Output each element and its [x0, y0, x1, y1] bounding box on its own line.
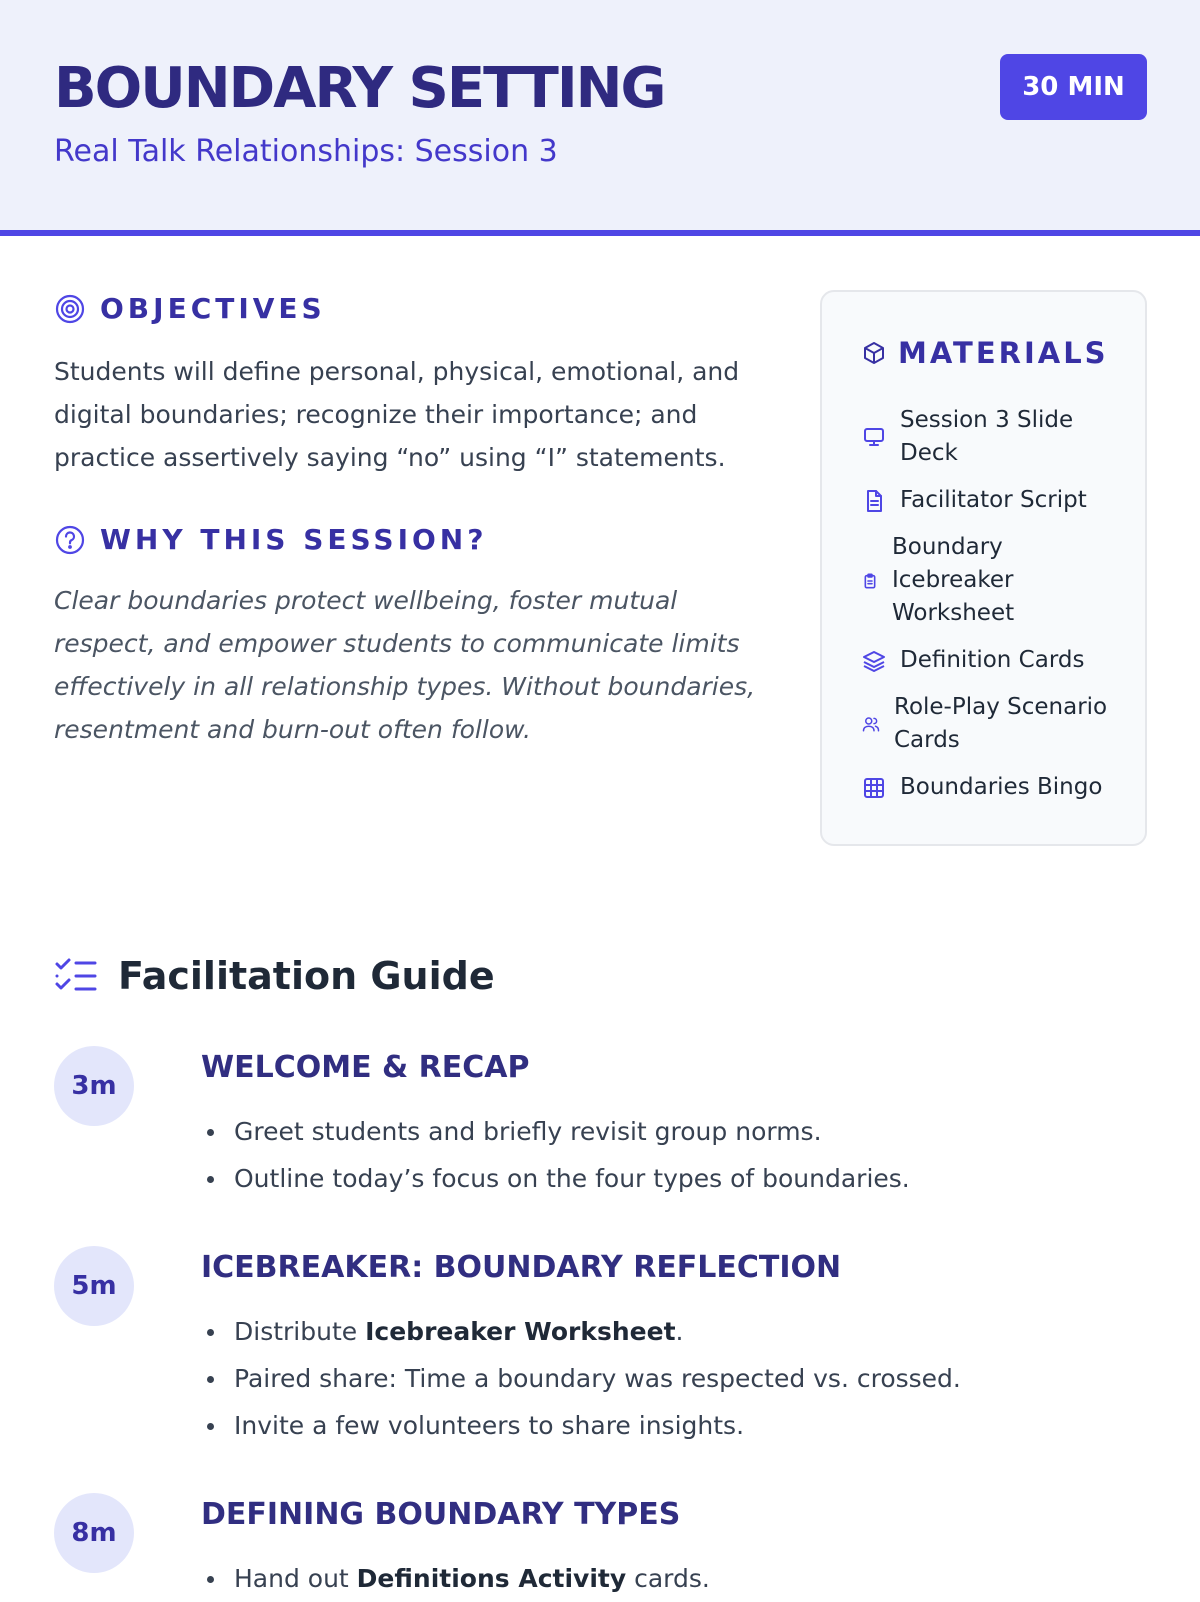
material-item	[862, 531, 1122, 630]
step-bullet: Hand out Definitions Activity cards.	[201, 1555, 710, 1602]
step-bullet: Outline today’s focus on the four types of boundaries.	[201, 1155, 910, 1202]
material-label: Boundaries Bingo	[900, 774, 1103, 800]
facilitation-guide-label: Facilitation Guide	[118, 954, 495, 998]
materials-heading-label: MATERIALS	[898, 336, 1109, 370]
why-heading	[54, 523, 487, 556]
materials-heading	[862, 336, 1109, 370]
step-bullet: Invite a few volunteers to share insights.	[201, 1402, 961, 1449]
step-duration: 5m	[54, 1246, 134, 1326]
step-title: ICEBREAKER: BOUNDARY REFLECTION	[201, 1250, 842, 1285]
material-item	[862, 771, 1122, 804]
step-duration: 3m	[54, 1046, 134, 1126]
layers-icon	[862, 649, 886, 673]
objectives-text: Students will define personal, physical, emotional, and digital boundaries; recognize their importance; and practice assertively saying “no” using “I” statements.	[54, 357, 740, 472]
page-title: BOUNDARY SETTING	[54, 56, 665, 121]
users-icon	[862, 715, 880, 733]
material-label: Boundary Icebreaker Worksheet	[892, 534, 1015, 626]
step-bullets	[201, 1108, 910, 1202]
clipboard-icon	[862, 573, 878, 589]
material-label: Role-Play Scenario Cards	[894, 694, 1108, 753]
monitor-icon	[862, 425, 886, 449]
question-circle-icon	[54, 524, 86, 556]
duration-badge: 30 MIN	[1000, 54, 1147, 120]
why-heading-label: WHY THIS SESSION?	[100, 523, 488, 556]
package-icon	[862, 341, 886, 365]
why-text: Clear boundaries protect wellbeing, foster mutual respect, and empower students to communicate limits effectively in all relationship types. Without boundaries, resentment and burn-out often follow.	[54, 586, 756, 744]
grid-icon	[862, 776, 886, 800]
checklist-icon	[54, 957, 98, 995]
material-item	[862, 691, 1122, 757]
material-item	[862, 644, 1122, 677]
document-icon	[862, 489, 886, 513]
step-bullet: Paired share: Time a boundary was respected vs. crossed.	[201, 1355, 961, 1402]
materials-list	[862, 404, 1122, 818]
materials-panel	[820, 290, 1147, 846]
material-item	[862, 484, 1122, 517]
step-bullet: Greet students and briefly revisit group norms.	[201, 1108, 910, 1155]
material-label: Session 3 Slide Deck	[900, 407, 1074, 466]
step-bullet: Distribute Icebreaker Worksheet.	[201, 1308, 961, 1355]
step-bullets	[201, 1555, 710, 1602]
material-label: Definition Cards	[900, 647, 1085, 673]
step-title: WELCOME & RECAP	[201, 1050, 530, 1085]
objectives-heading-label: OBJECTIVES	[100, 292, 326, 325]
page-subtitle: Real Talk Relationships: Session 3	[54, 134, 558, 169]
facilitation-guide-heading	[54, 954, 495, 998]
material-label: Facilitator Script	[900, 487, 1087, 513]
material-item	[862, 404, 1122, 470]
step-bullets	[201, 1308, 961, 1449]
objectives-heading	[54, 292, 326, 325]
step-duration: 8m	[54, 1493, 134, 1573]
target-icon	[54, 293, 86, 325]
step-title: DEFINING BOUNDARY TYPES	[201, 1497, 681, 1532]
page-header	[0, 0, 1200, 236]
